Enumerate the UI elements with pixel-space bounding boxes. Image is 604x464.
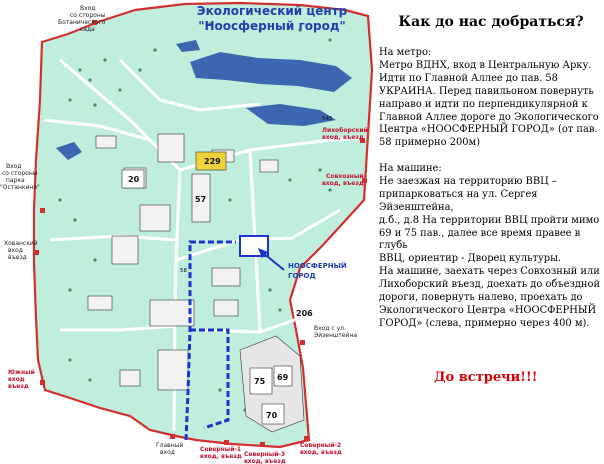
entrance-north1-l2: вход, въезд	[200, 453, 242, 460]
pavilion-70: 70	[266, 411, 278, 420]
entrance-ostankino-l4: "Останкино"	[0, 184, 40, 191]
car-line: 69 и 75 пав., далее все время правее в глубь	[379, 227, 581, 252]
entrance-ostankino-l1: Вход	[6, 163, 22, 170]
entrance-ostankino-l2: со стороны	[2, 170, 38, 177]
car-line: Не заезжая на территорию ВВЦ –	[379, 175, 557, 187]
entrance-south-l1: Южный	[8, 369, 35, 376]
metro-line: Идти по Главной Аллее до пав. 58	[379, 72, 558, 84]
entrance-eisenstein-l2: Эйзенштейна	[314, 332, 358, 339]
metro-line: Метро ВДНХ, вход в Центральную Арку.	[379, 59, 592, 71]
metro-heading: На метро:	[379, 47, 432, 58]
pavilion-75: 75	[254, 377, 266, 386]
car-line: Экологического Центра «НООСФЕРНЫЙ	[379, 304, 597, 316]
map-title-line1: Экологический центр	[196, 4, 348, 18]
metro-directions	[379, 47, 601, 150]
car-line: Лихоборский въезд, доехать до объездной	[379, 279, 601, 291]
target-label-line1: НООСФЕРНЫЙ	[288, 262, 347, 270]
entrance-botanical-l4: сада	[80, 26, 95, 33]
entrance-khovansky-l1: Хованский	[4, 240, 38, 247]
car-line: припарковаться на ул. Сергея Эйзенштейна,	[379, 188, 538, 213]
pavilion-206: 206	[296, 309, 313, 318]
entrance-eisenstein-l1: Вход с ул.	[314, 325, 346, 332]
pavilion-545: 545	[322, 116, 333, 122]
greeting: До встречи!!!	[434, 370, 538, 385]
entrance-ostankino-l3: парка	[6, 177, 25, 184]
pavilion-57: 57	[195, 195, 207, 204]
entrance-south-l3: въезд	[8, 383, 29, 390]
metro-line: УКРАИНА. Перед павильоном повернуть	[379, 85, 594, 97]
car-directions	[379, 163, 601, 331]
metro-line: Главной Аллее дороге до Экологического	[379, 111, 599, 123]
entrance-botanical-l1: Вход	[80, 5, 96, 12]
entrance-botanical-l2: со стороны	[70, 12, 106, 19]
entrance-khovansky-l3: въезд	[8, 254, 27, 261]
car-line: ВВЦ, ориентир - Дворец культуры.	[379, 253, 562, 265]
entrance-botanical-l3: Ботанического	[58, 19, 106, 26]
car-line: На машине, заехать через Совхозный или	[379, 266, 600, 278]
pavilion-69: 69	[277, 373, 289, 382]
metro-line: Центра «НООСФЕРНЫЙ ГОРОД» (от пав.	[379, 124, 598, 136]
map-title-line2: "Ноосферный город"	[198, 19, 346, 33]
metro-line: 58 примерно 200м)	[379, 137, 481, 149]
entrance-sovkhozny-l1: Совхозный	[326, 173, 364, 180]
pavilion-229: 229	[204, 157, 221, 166]
entrance-likhoborsky-l1: Лихоборский	[322, 127, 368, 134]
entrance-north3-l2: вход, въезд	[244, 458, 286, 464]
car-heading: На машине:	[379, 163, 442, 174]
entrance-khovansky-l2: вход	[8, 247, 23, 254]
entrance-north1-l1: Северный-1	[200, 446, 242, 453]
directions-panel	[374, 0, 604, 464]
pavilion-58: 58	[180, 268, 187, 274]
pavilion-20: 20	[128, 175, 140, 184]
entrance-south-l2: вход	[8, 376, 25, 383]
directions-title: Как до нас добраться?	[398, 14, 584, 30]
car-line: дороги, повернуть налево, проехать до	[379, 292, 583, 304]
car-line: ГОРОД» (слева, примерно через 400 м).	[379, 317, 590, 329]
car-line: д.б., д.8 На территории ВВЦ пройти мимо	[379, 214, 600, 226]
entrance-north2-l1: Северный-2	[300, 442, 342, 449]
target-label-line2: ГОРОД	[288, 272, 316, 280]
entrance-main-l1: Главный	[156, 442, 184, 449]
entrance-sovkhozny-l2: вход, въезд	[322, 180, 364, 187]
entrance-north3-l1: Северный-3	[244, 451, 286, 458]
metro-line: направо и идти по перпендикулярной к	[379, 98, 588, 110]
entrance-likhoborsky-l2: вход, въезд	[322, 134, 364, 141]
entrance-main-l2: вход	[160, 449, 175, 456]
entrance-north2-l2: вход, въезд	[300, 449, 342, 456]
